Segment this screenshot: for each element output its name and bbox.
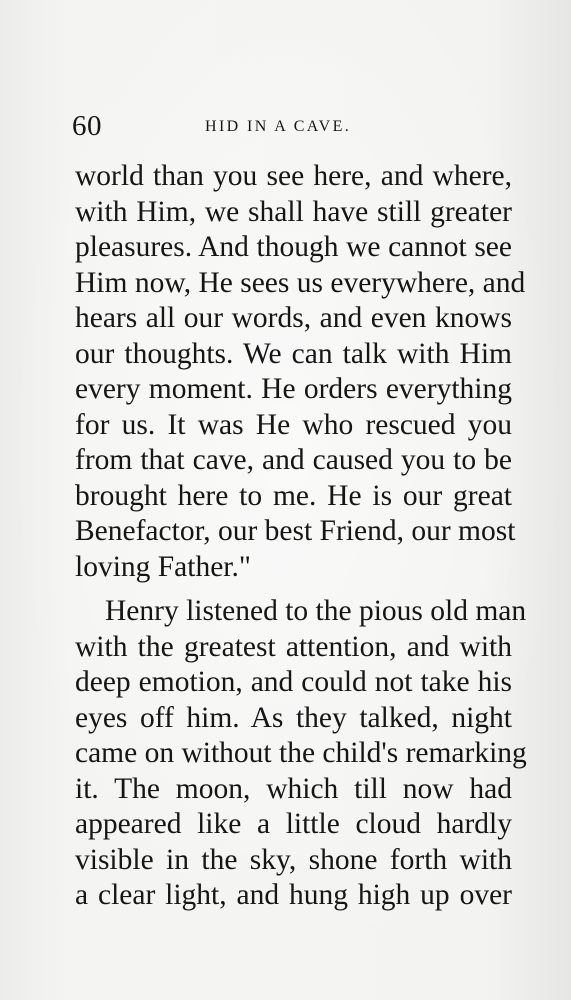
text-line: it. The moon, which till now had [75,772,512,805]
text-line: from that cave, and caused you to be [75,444,512,476]
text-line: Benefactor, our best Friend, our most [75,515,516,547]
text-line: world than you see here, and where, [75,160,512,192]
paragraph-spacer [75,585,512,594]
body-text [75,159,527,914]
text-line: visible in the sky, shone forth with [75,843,512,876]
text-line: with Him, we shall have still greater [75,195,512,228]
text-line: for us. It was He who rescued you [75,408,512,441]
text-line: eyes off him. As they talked, night [75,701,512,734]
text-line: came on without the child's remarking [75,737,527,769]
text-line: Henry listened to the pious old man [105,595,527,627]
paragraph-2 [75,594,527,914]
page-header [72,109,510,143]
text-line: every moment. He orders everything [75,373,512,405]
text-line: brought here to me. He is our great [75,479,512,512]
text-line: with the greatest attention, and with [75,630,512,663]
text-line: loving Father." [75,550,251,583]
text-line: a clear light, and hung high up over [75,879,512,911]
paragraph-1 [75,159,526,585]
text-line: pleasures. And though we cannot see [75,231,512,263]
running-head: HID IN A CAVE. [205,118,352,135]
text-line: Him now, He sees us everywhere, and [75,266,526,299]
page-number: 60 [72,110,102,142]
text-line: our thoughts. We can talk with Him [75,337,512,370]
text-line: hears all our words, and even knows [75,302,512,334]
text-line: appeared like a little cloud hardly [75,808,512,840]
text-line: deep emotion, and could not take his [75,666,512,698]
